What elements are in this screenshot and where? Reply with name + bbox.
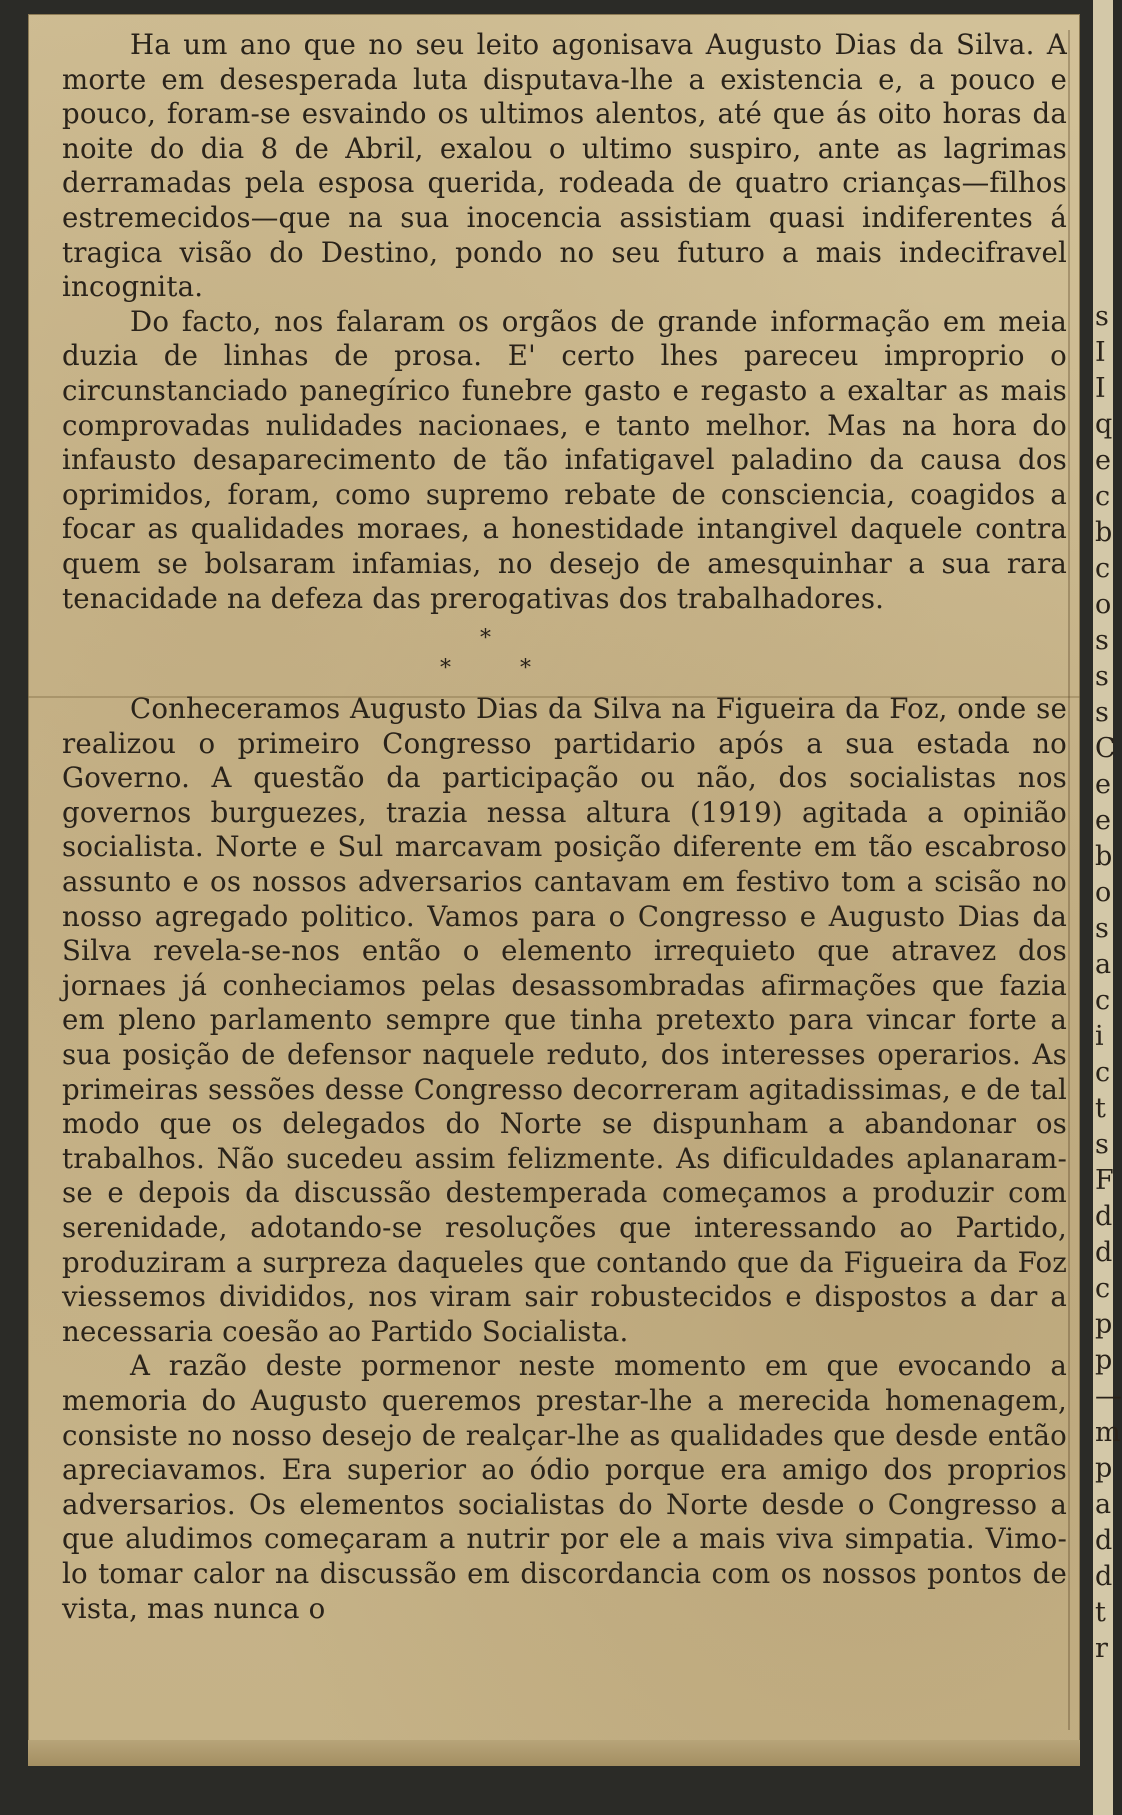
adjacent-column-letter: b: [1095, 517, 1113, 548]
adjacent-column-letter: —: [1095, 1381, 1122, 1412]
asterisk: *: [440, 656, 451, 682]
adjacent-column-letter: o: [1095, 877, 1112, 908]
adjacent-column-letter: a: [1095, 949, 1112, 980]
adjacent-column-letter: e: [1095, 769, 1111, 800]
adjacent-column-letter: e: [1095, 805, 1111, 836]
adjacent-column-letter: e: [1095, 445, 1111, 476]
adjacent-column-letter: I: [1095, 373, 1106, 404]
adjacent-column-letter: s: [1095, 661, 1109, 692]
article-column: [62, 28, 1067, 1740]
adjacent-column-letter: c: [1095, 481, 1111, 512]
adjacent-column-letter: r: [1095, 1633, 1108, 1664]
adjacent-column-letter: p: [1095, 1345, 1113, 1376]
adjacent-column-letter: o: [1095, 589, 1112, 620]
article-paragraph-4: A razão deste pormenor neste momento em que evocando a memoria do Augusto queremos prestar-lhe a merecida homenagem, consiste no nosso desejo de realçar-lhe as qualidades que desde então apreciavamos. Era superior ao ódio porque era amigo dos proprios adversarios. Os elementos socialistas do Norte desde o Congresso a que aludimos começaram a nutrir por ele a mais viva simpatia. Vimo-lo tomar calor na discussão em discordancia com os nossos pontos de vista, mas nunca o: [62, 1349, 1067, 1625]
adjacent-column-letter: p: [1095, 1309, 1113, 1340]
adjacent-column-letter: c: [1095, 553, 1111, 584]
adjacent-column-letter: s: [1095, 301, 1109, 332]
adjacent-column-letter: q: [1095, 409, 1113, 440]
column-rule: [1068, 30, 1070, 1730]
adjacent-column-letter: b: [1095, 841, 1113, 872]
adjacent-column-letter: I: [1095, 337, 1106, 368]
adjacent-column-letter: c: [1095, 1057, 1111, 1088]
adjacent-column-letter: c: [1095, 1273, 1111, 1304]
adjacent-column-letter: t: [1095, 1093, 1106, 1124]
asterisk: *: [480, 626, 491, 652]
adjacent-column-letter: F: [1095, 1165, 1114, 1196]
adjacent-column-letter: t: [1095, 1597, 1106, 1628]
adjacent-column-letter: p: [1095, 1453, 1113, 1484]
adjacent-column-letter: a: [1095, 1489, 1112, 1520]
adjacent-column-letter: m: [1095, 1417, 1121, 1448]
article-paragraph-3: Conheceramos Augusto Dias da Silva na Figueira da Foz, onde se realizou o primeiro Congresso partidario após a sua estada no Governo. A questão da participação ou não, dos socialistas nos governos burguezes, trazia nessa altura (1919) agitada a opinião socialista. Norte e Sul marcavam posição diferente em tão escabroso assunto e os nossos adversarios cantavam em festivo tom a scisão no nosso agregado politico. Vamos para o Congresso e Augusto Dias da Silva revela-se-nos então o elemento irrequieto que atravez dos jornaes já conheciamos pelas desassombradas afirmações que fazia em pleno parlamento sempre que tinha pretexto para vincar forte a sua posição de defensor naquele reduto, dos interesses operarios. As primeiras sessões desse Congresso decorreram agitadissimas, e de tal modo que os delegados do Norte se dispunham a abandonar os trabalhos. Não sucedeu assim felizmente. As dificuldades aplanaram-se e depois da discussão destemperada começamos a produzir com serenidade, adotando-se resoluções que interessando ao Partido, produziram a surpreza daqueles que contando que da Figueira da Foz viessemos divididos, nos viram sair robustecidos e dispostos a dar a necessaria coesão ao Partido Socialista.: [62, 692, 1067, 1348]
adjacent-column-letter: i: [1095, 1021, 1104, 1052]
adjacent-column-letter: d: [1095, 1525, 1113, 1556]
adjacent-column-letter: C: [1095, 733, 1116, 764]
adjacent-column-letter: d: [1095, 1201, 1113, 1232]
adjacent-column-letter: d: [1095, 1561, 1113, 1592]
section-separator: [62, 616, 1067, 692]
adjacent-column-letter: c: [1095, 985, 1111, 1016]
adjacent-column-letter: s: [1095, 913, 1109, 944]
article-paragraph-2: Do facto, nos falaram os orgãos de grande informação em meia duzia de linhas de prosa. E' certo lhes pareceu improprio o circunstanciado panegírico funebre gasto e regasto a exaltar as mais comprovadas nulidades nacionaes, e tanto melhor. Mas na hora do infausto desaparecimento de tão infatigavel paladino da causa dos oprimidos, foram, como supremo rebate de consciencia, coagidos a focar as qualidades moraes, a honestidade intangivel daquele contra quem se bolsaram infamias, no desejo de amesquinhar a sua rara tenacidade na defeza das prerogativas dos trabalhadores.: [62, 304, 1067, 615]
adjacent-column-letter: d: [1095, 1237, 1113, 1268]
paper-edge: [28, 1740, 1080, 1766]
article-paragraph-1: Ha um ano que no seu leito agonisava Augusto Dias da Silva. A morte em desesperada luta disputava-lhe a existencia e, a pouco e pouco, foram-se esvaindo os ultimos alentos, até que ás oito horas da noite do dia 8 de Abril, exalou o ultimo suspiro, ante as lagrimas derramadas pela esposa querida, rodeada de quatro crianças—filhos estremecidos—que na sua inocencia assistiam quasi indiferentes á tragica visão do Destino, pondo no seu futuro a mais indecifravel incognita.: [62, 28, 1067, 304]
adjacent-column-letter: s: [1095, 625, 1109, 656]
adjacent-column-fragment: [1093, 0, 1122, 1815]
adjacent-column-letter: s: [1095, 697, 1109, 728]
asterisk: *: [520, 656, 531, 682]
adjacent-column-letter: s: [1095, 1129, 1109, 1160]
